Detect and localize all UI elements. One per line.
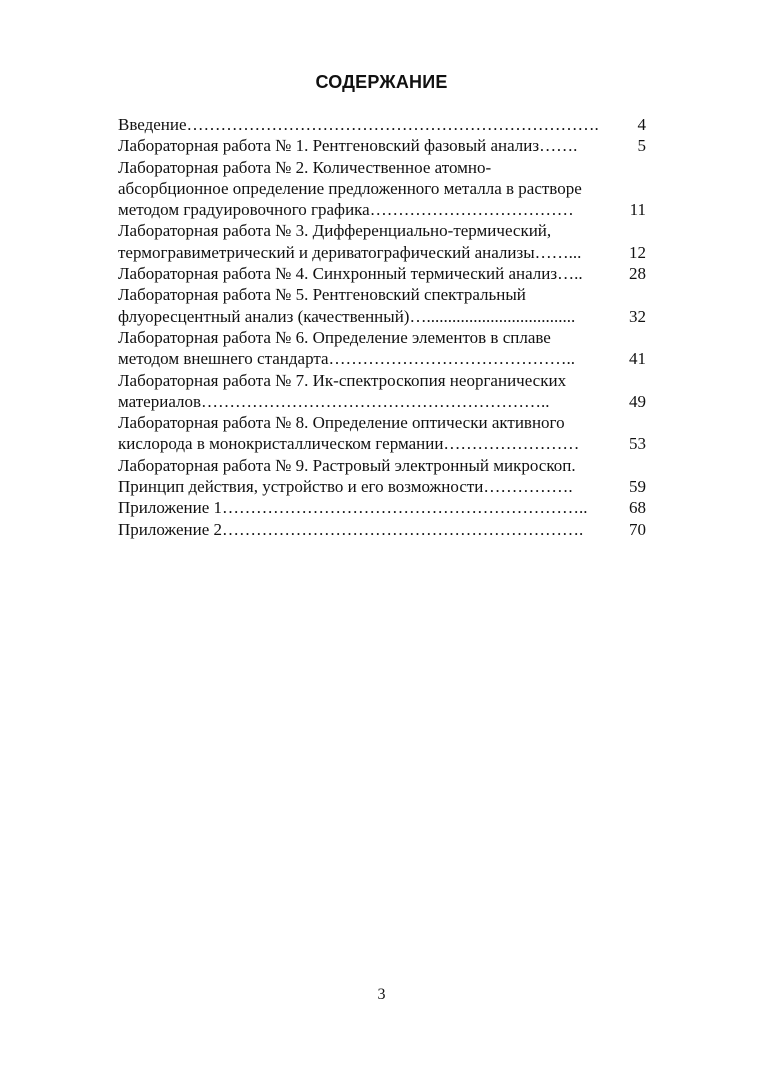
toc-entry[interactable] <box>118 370 646 413</box>
toc-entry-title <box>118 455 608 498</box>
toc-entry[interactable] <box>118 412 646 455</box>
toc-entry-page-number: 4 <box>637 115 646 134</box>
toc-entry-title <box>118 157 608 221</box>
toc-entry-line: Лабораторная работа № 5. Рентгеновский спектральный <box>118 285 526 305</box>
toc-entry[interactable] <box>118 157 646 221</box>
toc-entry-page-number: 32 <box>629 306 646 326</box>
toc-entry-line: материалов…………………………………………………….. <box>118 391 550 411</box>
toc-entry-title <box>118 519 608 540</box>
toc-entry-page-number: 70 <box>629 519 646 539</box>
toc-entry[interactable] <box>118 114 646 135</box>
toc-entry[interactable] <box>118 284 646 327</box>
toc-entry-page-number: 41 <box>629 349 646 369</box>
toc-entry-line: абсорбционное определение предложенного металла в растворе <box>118 178 582 198</box>
toc-entry-title <box>118 114 608 135</box>
toc-entry[interactable] <box>118 497 646 518</box>
toc-entry-page-number: 68 <box>629 498 646 518</box>
toc-entry-line: Лабораторная работа № 6. Определение элементов в сплаве <box>118 327 551 347</box>
toc-entry[interactable] <box>118 135 646 156</box>
toc-entry-page-number: 11 <box>629 200 646 220</box>
toc-entry-page-number: 59 <box>629 477 646 497</box>
toc-entry-line: Лабораторная работа № 8. Определение оптически активного <box>118 413 565 433</box>
toc-entry-page-number: 53 <box>629 434 646 454</box>
toc-entry-title <box>118 370 608 413</box>
toc-entry-line: Лабораторная работа № 2. Количественное атомно- <box>118 157 492 177</box>
toc-entry-line: Принцип действия, устройство и его возможности……………. <box>118 477 573 497</box>
toc-entry-title <box>118 135 608 156</box>
toc-entry-line: Лабораторная работа № 4. Синхронный термический анализ….. <box>118 264 583 284</box>
toc-entry-title <box>118 263 608 284</box>
toc-entry[interactable] <box>118 519 646 540</box>
toc-entry-page-number: 12 <box>629 242 646 262</box>
toc-entry-line: методом внешнего стандарта…………………………………….. <box>118 349 576 369</box>
toc-entry[interactable] <box>118 455 646 498</box>
toc-entry-line: Лабораторная работа № 9. Растровый электронный микроскоп. <box>118 455 576 475</box>
toc-entry-title <box>118 220 608 263</box>
page-number: 3 <box>377 986 386 1003</box>
toc-entry-line: Лабораторная работа № 3. Дифференциально-термический, <box>118 221 552 241</box>
toc-entry-page-number: 49 <box>629 391 646 411</box>
toc-entry-line: Приложение 1……………………………………………………….. <box>118 498 588 518</box>
toc-entry-line: Лабораторная работа № 7. Ик-спектроскопия неорганических <box>118 370 567 390</box>
toc-entry-title <box>118 412 608 455</box>
toc-entry-line: Приложение 2………………………………………………………. <box>118 519 584 539</box>
toc-entry[interactable] <box>118 327 646 370</box>
toc-entry-line: Лабораторная работа № 1. Рентгеновский фазовый анализ……. <box>118 136 578 156</box>
toc-entry-line: термогравиметрический и дериватографический анализы……... <box>118 242 582 262</box>
toc-entry-title <box>118 327 608 370</box>
toc-entry-line: флуоресцентный анализ (качественный)…................................... <box>118 306 576 326</box>
table-of-contents <box>118 114 646 540</box>
toc-entry-page-number: 5 <box>637 136 646 156</box>
toc-entry-line: методом градуировочного графика……………………………… <box>118 200 574 220</box>
toc-entry-title <box>118 497 608 518</box>
toc-entry[interactable] <box>118 263 646 284</box>
toc-entry-page-number: 28 <box>629 264 646 284</box>
toc-entry-line: Введение………………………………………………………………. <box>118 115 599 134</box>
page-title: СОДЕРЖАНИЕ <box>315 72 448 92</box>
toc-entry-title <box>118 284 608 327</box>
toc-entry[interactable] <box>118 220 646 263</box>
toc-entry-line: кислорода в монокристаллическом германии…………………… <box>118 434 580 454</box>
